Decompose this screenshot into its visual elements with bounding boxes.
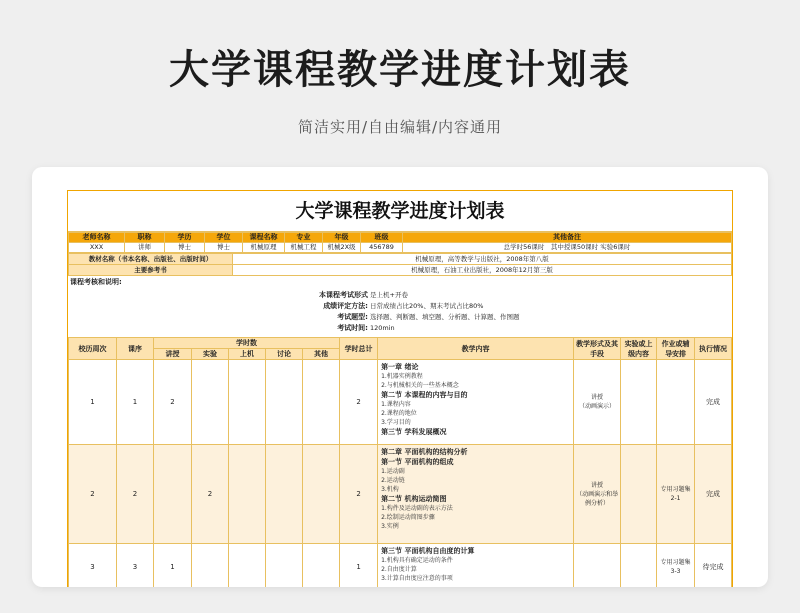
content-item: 3.机构 [381, 486, 399, 493]
cell-homework-line: 3-3 [670, 568, 681, 575]
info-value-cell[interactable]: 总学时56课时 其中授课50课时 实验6课时 [403, 243, 732, 253]
exam-line-value[interactable]: 120min [370, 324, 395, 332]
content-item: 2.自由度计算 [381, 566, 417, 573]
cell-lesson[interactable]: 2 [117, 445, 154, 544]
cell-experiment-content[interactable] [621, 544, 657, 588]
preview-card [32, 167, 768, 587]
exam-line-value[interactable]: 选择题、判断题、填空题、分析题、计算题、作图题 [370, 313, 520, 321]
content-section-title: 第三节 平面机构自由度的计算 [381, 547, 475, 555]
content-item: 2.课程的地位 [381, 410, 417, 417]
col-total: 学时总计 [340, 338, 378, 360]
content-item: 2.绘制运动简图步骤 [381, 514, 435, 521]
cell-content[interactable] [378, 360, 574, 445]
content-item: 1.运动副 [381, 468, 405, 475]
cell-lecture[interactable] [154, 445, 192, 544]
cell-other[interactable] [303, 445, 340, 544]
cell-week[interactable]: 1 [69, 360, 117, 445]
cell-lecture[interactable]: 1 [154, 544, 192, 588]
table-row [69, 544, 732, 588]
cell-computer[interactable] [229, 544, 266, 588]
col-week: 校历周次 [69, 338, 117, 360]
content-section-title: 第二节 本课程的内容与目的 [381, 391, 468, 399]
cell-total[interactable]: 2 [340, 445, 378, 544]
info-value-cell[interactable]: XXX [69, 243, 125, 253]
cell-homework-line: 专用习题集 [660, 486, 691, 493]
info-header-cell: 年级 [323, 233, 361, 243]
schedule-header-row [69, 338, 732, 349]
content-item: 1.课程内容 [381, 401, 411, 408]
book-table [68, 253, 732, 276]
cell-computer[interactable] [229, 445, 266, 544]
info-header-cell: 专业 [285, 233, 323, 243]
cell-method-line: （动画演示和举例分析） [576, 490, 619, 507]
exam-section [68, 276, 732, 337]
sheet-title: 大学课程教学进度计划表 [68, 191, 732, 232]
cell-discussion[interactable] [266, 360, 303, 445]
exam-line [68, 312, 732, 323]
info-header-cell: 班级 [361, 233, 403, 243]
exam-line-key: 成绩评定方法: [323, 302, 368, 310]
info-value-cell[interactable]: 机械工程 [285, 243, 323, 253]
content-item: 2.与机械相关的一些基本概念 [381, 382, 459, 389]
col-computer: 上机 [229, 349, 266, 360]
info-value-cell[interactable]: 机械原理 [243, 243, 285, 253]
content-item: 3.学习目的 [381, 419, 411, 426]
info-value-row [69, 243, 732, 253]
cell-homework[interactable] [657, 445, 695, 544]
exam-title: 课程考核和说明: [70, 278, 122, 286]
cell-status[interactable]: 完成 [695, 360, 732, 445]
col-content: 教学内容 [378, 338, 574, 360]
cell-experiment[interactable] [192, 360, 229, 445]
cell-status[interactable]: 待完成 [695, 544, 732, 588]
cell-method[interactable] [574, 360, 621, 445]
cell-method-line: 讲授 [591, 394, 604, 401]
textbook-value[interactable]: 机械原理，高等教学与出版社，2008年第八版 [233, 254, 732, 265]
cell-experiment[interactable]: 2 [192, 445, 229, 544]
content-section-title: 第一章 绪论 [381, 363, 419, 371]
content-section-title: 第二节 机构运动简图 [381, 495, 447, 503]
info-value-cell[interactable]: 博士 [165, 243, 205, 253]
content-section-title: 第一节 平面机构的组成 [381, 458, 454, 466]
cell-homework[interactable] [657, 360, 695, 445]
cell-content[interactable] [378, 445, 574, 544]
exam-line-key: 考试时间: [337, 324, 368, 332]
cell-other[interactable] [303, 360, 340, 445]
col-other: 其他 [303, 349, 340, 360]
spreadsheet [67, 190, 733, 587]
info-table [68, 232, 732, 253]
info-header-cell: 学位 [205, 233, 243, 243]
cell-status[interactable]: 完成 [695, 445, 732, 544]
cell-discussion[interactable] [266, 445, 303, 544]
cell-week[interactable]: 3 [69, 544, 117, 588]
cell-experiment-content[interactable] [621, 360, 657, 445]
textbook-label: 教材名称（书本名称、出版社、出版时间） [69, 254, 233, 265]
content-item: 1.构件及运动副的表示方法 [381, 505, 453, 512]
info-header-cell: 课程名称 [243, 233, 285, 243]
info-value-cell[interactable]: 讲师 [125, 243, 165, 253]
cell-method-line: （动画演示） [579, 403, 616, 410]
content-item: 2.运动链 [381, 477, 405, 484]
cell-lesson[interactable]: 1 [117, 360, 154, 445]
reference-label: 主要参考书 [69, 265, 233, 276]
table-row [69, 445, 732, 544]
cell-homework-line: 2-1 [670, 495, 681, 502]
reference-row [69, 265, 732, 276]
info-header-cell: 其他备注 [403, 233, 732, 243]
cell-method-line: 讲授 [591, 481, 604, 489]
content-section-title: 第三节 学科发展概况 [381, 428, 447, 436]
content-item: 1.机构具有确定运动的条件 [381, 557, 453, 564]
info-value-cell[interactable]: 456789 [361, 243, 403, 253]
col-experiment-content: 实验或上级内容 [621, 338, 657, 360]
exam-line [68, 290, 732, 301]
info-value-cell[interactable]: 机械2X级 [323, 243, 361, 253]
exam-line-key: 本课程考试形式 [319, 291, 368, 299]
cell-experiment[interactable] [192, 544, 229, 588]
cell-lesson[interactable]: 3 [117, 544, 154, 588]
col-method: 教学形式及其手段 [574, 338, 621, 360]
exam-line-value[interactable]: 是上机+开卷 [370, 291, 408, 299]
schedule-table [68, 337, 732, 587]
textbook-row [69, 254, 732, 265]
cell-discussion[interactable] [266, 544, 303, 588]
cell-week[interactable]: 2 [69, 445, 117, 544]
table-row [69, 360, 732, 445]
col-lesson: 课序 [117, 338, 154, 360]
cell-other[interactable] [303, 544, 340, 588]
reference-value[interactable]: 机械原理，石油工业出版社，2008年12月第三版 [233, 265, 732, 276]
cell-lecture[interactable]: 2 [154, 360, 192, 445]
cell-method[interactable] [574, 445, 621, 544]
info-header-cell: 学历 [165, 233, 205, 243]
exam-line [68, 323, 732, 334]
cell-method[interactable] [574, 544, 621, 588]
col-status: 执行情况 [695, 338, 732, 360]
col-lecture: 讲授 [154, 349, 192, 360]
content-section-title: 第二章 平面机构的结构分析 [381, 448, 468, 456]
col-hours: 学时数 [154, 338, 340, 349]
cell-homework-line: 专用习题集 [660, 559, 691, 566]
content-item: 3.实例 [381, 523, 399, 530]
info-value-cell[interactable]: 博士 [205, 243, 243, 253]
cell-total[interactable]: 2 [340, 360, 378, 445]
cell-homework[interactable] [657, 544, 695, 588]
exam-line-key: 考试题型: [337, 313, 368, 321]
info-header-cell: 职称 [125, 233, 165, 243]
content-item: 1.机器实例教程 [381, 373, 423, 380]
exam-line-value[interactable]: 日常成绩占比20%、期末考试占比80% [370, 302, 484, 310]
cell-computer[interactable] [229, 360, 266, 445]
exam-line [68, 301, 732, 312]
cell-total[interactable]: 1 [340, 544, 378, 588]
content-item: 3.计算自由度应注意的事项 [381, 575, 453, 582]
info-header-row [69, 233, 732, 243]
col-homework: 作业或辅导安排 [657, 338, 695, 360]
col-experiment: 实验 [192, 349, 229, 360]
info-header-cell: 老师名称 [69, 233, 125, 243]
col-discussion: 讨论 [266, 349, 303, 360]
page-subtitle: 简洁实用/自由编辑/内容通用 [297, 118, 503, 136]
cell-experiment-content[interactable] [621, 445, 657, 544]
page-title: 大学课程教学进度计划表 [169, 47, 631, 93]
cell-content[interactable] [378, 544, 574, 588]
